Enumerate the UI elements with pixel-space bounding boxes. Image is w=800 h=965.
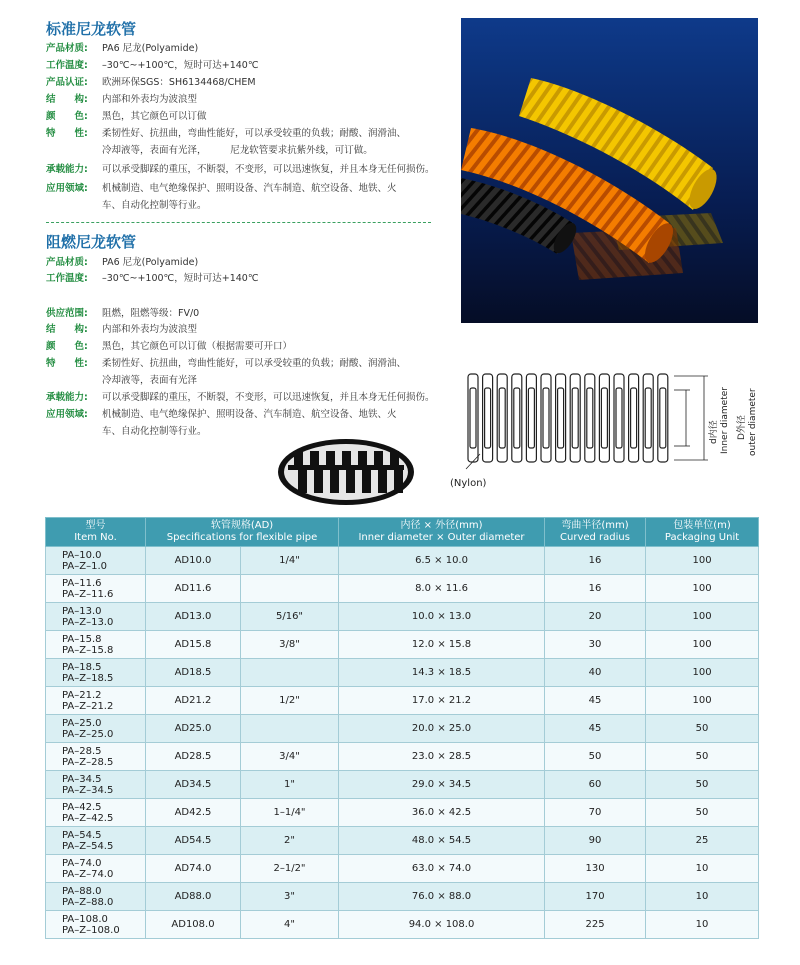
table-row [46, 687, 759, 715]
diameter-cell: 29.0 × 34.5 [339, 771, 545, 799]
table-row [46, 575, 759, 603]
table-row [46, 771, 759, 799]
item-no-cell: PA–42.5 PA–Z–42.5 [46, 799, 146, 827]
diameter-cell: 10.0 × 13.0 [339, 603, 545, 631]
spec-continuation: 车、自动化控制等行业。 [102, 426, 207, 437]
spec-row [46, 110, 436, 123]
spec-table [45, 517, 759, 939]
packaging-cell: 100 [646, 659, 759, 687]
radius-cell: 130 [545, 855, 646, 883]
spec-continuation: 冷却液等，表面有光泽 [102, 375, 198, 386]
spec-label: 承载能力: [46, 392, 88, 403]
radius-cell: 170 [545, 883, 646, 911]
spec-label: 承载能力: [46, 164, 88, 175]
diameter-cell: 14.3 × 18.5 [339, 659, 545, 687]
diameter-cell: 20.0 × 25.0 [339, 715, 545, 743]
item-no-cell: PA–10.0 PA–Z–1.0 [46, 547, 146, 575]
item-no-cell: PA–108.0 PA–Z–108.0 [46, 911, 146, 939]
radius-cell: 20 [545, 603, 646, 631]
table-row [46, 799, 759, 827]
product-photo [461, 18, 758, 323]
section2-title: 阻燃尼龙软管 [46, 233, 137, 251]
diameter-cell: 17.0 × 21.2 [339, 687, 545, 715]
ad-spec-cell: AD10.0 [146, 547, 241, 575]
table-header-row [46, 518, 759, 547]
ad-spec-cell: AD34.5 [146, 771, 241, 799]
spec-value: 机械制造、电气绝缘保护、照明设备、汽车制造、航空设备、地铁、火 [102, 409, 397, 420]
radius-cell: 45 [545, 715, 646, 743]
inch-spec-cell: 1" [241, 771, 339, 799]
header-radius: 弯曲半径(mm) Curved radius [545, 518, 646, 547]
item-no-cell: PA–21.2 PA–Z–21.2 [46, 687, 146, 715]
packaging-cell: 50 [646, 743, 759, 771]
diameter-cell: 36.0 × 42.5 [339, 799, 545, 827]
radius-cell: 90 [545, 827, 646, 855]
table-row [46, 743, 759, 771]
inch-spec-cell [241, 715, 339, 743]
spec-label: 结 构: [46, 94, 88, 105]
spec-row [46, 256, 436, 269]
radius-cell: 70 [545, 799, 646, 827]
ad-spec-cell: AD15.8 [146, 631, 241, 659]
table-row [46, 883, 759, 911]
spec-row [46, 357, 436, 370]
spec-row [46, 391, 436, 404]
inch-spec-cell: 5/16" [241, 603, 339, 631]
spec-value: 阻燃，阻燃等级：FV/0 [102, 308, 200, 319]
radius-cell: 16 [545, 547, 646, 575]
outer-diameter-cn-label: D外径 [737, 415, 747, 440]
item-no-cell: PA–18.5 PA–Z–18.5 [46, 659, 146, 687]
item-no-cell: PA–15.8 PA–Z–15.8 [46, 631, 146, 659]
spec-row [46, 340, 436, 353]
diameter-cell: 8.0 × 11.6 [339, 575, 545, 603]
ad-spec-cell: AD54.5 [146, 827, 241, 855]
diameter-cell: 48.0 × 54.5 [339, 827, 545, 855]
spec-label: 工作温度: [46, 273, 88, 284]
spec-value: 可以承受脚踩的重压，不断裂，不变形，可以迅速恢复，并且本身无任何损伤。 [102, 164, 435, 175]
item-no-cell: PA–25.0 PA–Z–25.0 [46, 715, 146, 743]
packaging-cell: 100 [646, 631, 759, 659]
item-no-cell: PA–74.0 PA–Z–74.0 [46, 855, 146, 883]
outer-diameter-label: outer diameter [748, 388, 758, 456]
tube-profile-illustration [276, 437, 416, 507]
ad-spec-cell: AD11.6 [146, 575, 241, 603]
packaging-cell: 50 [646, 771, 759, 799]
packaging-cell: 100 [646, 575, 759, 603]
spec-label: 颜 色: [46, 111, 88, 122]
spec-label: 结 构: [46, 324, 88, 335]
inner-diameter-label: Inner diameter [720, 387, 730, 454]
spec-value: 柔韧性好、抗扭曲，弯曲性能好，可以承受较重的负载；耐酸、润滑油、 [102, 358, 407, 369]
spec-label: 颜 色: [46, 341, 88, 352]
item-no-cell: PA–88.0 PA–Z–88.0 [46, 883, 146, 911]
radius-cell: 225 [545, 911, 646, 939]
packaging-cell: 50 [646, 799, 759, 827]
packaging-cell: 25 [646, 827, 759, 855]
inch-spec-cell [241, 575, 339, 603]
header-diameter: 内径 × 外径(mm) Inner diameter × Outer diameter [339, 518, 545, 547]
radius-cell: 40 [545, 659, 646, 687]
table-row [46, 603, 759, 631]
ad-spec-cell: AD28.5 [146, 743, 241, 771]
spec-label: 供应范围: [46, 308, 88, 319]
spec-value: 黑色，其它颜色可以订做 [102, 111, 207, 122]
diameter-cell: 23.0 × 28.5 [339, 743, 545, 771]
spec-continuation: 车、自动化控制等行业。 [102, 200, 207, 211]
diameter-cell: 12.0 × 15.8 [339, 631, 545, 659]
ad-spec-cell: AD108.0 [146, 911, 241, 939]
tube-cross-section-drawing [460, 364, 760, 474]
spec-label: 特 性: [46, 358, 88, 369]
spec-value: 欧洲环保SGS：SH6134468/CHEM [102, 77, 256, 88]
table-row [46, 547, 759, 575]
inch-spec-cell: 1/2" [241, 687, 339, 715]
spec-value: PA6 尼龙(Polyamide) [102, 43, 199, 54]
diameter-cell: 63.0 × 74.0 [339, 855, 545, 883]
radius-cell: 60 [545, 771, 646, 799]
inch-spec-cell: 4" [241, 911, 339, 939]
inch-spec-cell: 2–1/2" [241, 855, 339, 883]
spec-value: –30℃~+100℃，短时可达+140℃ [102, 273, 259, 284]
spec-continuation: 冷却液等，表面有光泽， 尼龙软管要求抗紫外线，可订做。 [102, 145, 373, 156]
diameter-cell: 76.0 × 88.0 [339, 883, 545, 911]
packaging-cell: 50 [646, 715, 759, 743]
packaging-cell: 10 [646, 883, 759, 911]
ad-spec-cell: AD21.2 [146, 687, 241, 715]
spec-row [46, 127, 436, 140]
ad-spec-cell: AD18.5 [146, 659, 241, 687]
item-no-cell: PA–34.5 PA–Z–34.5 [46, 771, 146, 799]
header-packaging: 包装单位(m) Packaging Unit [646, 518, 759, 547]
spec-label: 应用领域: [46, 409, 88, 420]
item-no-cell: PA–13.0 PA–Z–13.0 [46, 603, 146, 631]
spec-value: PA6 尼龙(Polyamide) [102, 257, 199, 268]
ad-spec-cell: AD25.0 [146, 715, 241, 743]
spec-value: 可以承受脚踩的重压，不断裂，不变形，可以迅速恢复，并且本身无任何损伤。 [102, 392, 435, 403]
radius-cell: 16 [545, 575, 646, 603]
inch-spec-cell: 1–1/4" [241, 799, 339, 827]
table-row [46, 827, 759, 855]
item-no-cell: PA–11.6 PA–Z–11.6 [46, 575, 146, 603]
spec-label: 工作温度: [46, 60, 88, 71]
table-row [46, 659, 759, 687]
section-divider [46, 222, 431, 223]
spec-label: 产品材质: [46, 257, 88, 268]
spec-value: 机械制造、电气绝缘保护、照明设备、汽车制造、航空设备、地铁、火 [102, 183, 397, 194]
spec-value: 柔韧性好、抗扭曲，弯曲性能好，可以承受较重的负载；耐酸、润滑油、 [102, 128, 407, 139]
spec-label: 产品材质: [46, 43, 88, 54]
spec-row [46, 59, 436, 72]
item-no-cell: PA–54.5 PA–Z–54.5 [46, 827, 146, 855]
packaging-cell: 100 [646, 547, 759, 575]
table-row [46, 715, 759, 743]
spec-row [46, 163, 436, 176]
spec-value: 黑色，其它颜色可以订做（根据需要可开口） [102, 341, 293, 352]
spec-row [46, 42, 436, 55]
spec-value: 内部和外表均为波浪型 [102, 324, 198, 335]
header-item-no: 型号 Item No. [46, 518, 146, 547]
ad-spec-cell: AD74.0 [146, 855, 241, 883]
spec-row [46, 408, 436, 421]
inch-spec-cell: 2" [241, 827, 339, 855]
inch-spec-cell: 3/8" [241, 631, 339, 659]
inch-spec-cell [241, 659, 339, 687]
table-row [46, 911, 759, 939]
nylon-label: (Nylon) [450, 478, 487, 489]
table-row [46, 631, 759, 659]
radius-cell: 45 [545, 687, 646, 715]
spec-row [46, 323, 436, 336]
ad-spec-cell: AD13.0 [146, 603, 241, 631]
inch-spec-cell: 1/4" [241, 547, 339, 575]
radius-cell: 30 [545, 631, 646, 659]
spec-row [46, 93, 436, 106]
section1-title: 标准尼龙软管 [46, 20, 137, 38]
spec-label: 产品认证: [46, 77, 88, 88]
packaging-cell: 10 [646, 855, 759, 883]
spec-label: 特 性: [46, 128, 88, 139]
radius-cell: 50 [545, 743, 646, 771]
inch-spec-cell: 3" [241, 883, 339, 911]
spec-value: 内部和外表均为波浪型 [102, 94, 198, 105]
table-row [46, 855, 759, 883]
spec-value: –30℃~+100℃，短时可达+140℃ [102, 60, 259, 71]
ad-spec-cell: AD88.0 [146, 883, 241, 911]
inch-spec-cell: 3/4" [241, 743, 339, 771]
spec-label: 应用领域: [46, 183, 88, 194]
inner-diameter-cn-label: d内径 [709, 420, 719, 444]
spec-row [46, 307, 436, 320]
spec-row [46, 76, 436, 89]
diameter-cell: 6.5 × 10.0 [339, 547, 545, 575]
spec-row [46, 182, 436, 195]
packaging-cell: 100 [646, 687, 759, 715]
item-no-cell: PA–28.5 PA–Z–28.5 [46, 743, 146, 771]
header-spec: 软管规格(AD) Specifications for flexible pipe [146, 518, 339, 547]
spec-row [46, 272, 436, 285]
ad-spec-cell: AD42.5 [146, 799, 241, 827]
packaging-cell: 100 [646, 603, 759, 631]
packaging-cell: 10 [646, 911, 759, 939]
diameter-cell: 94.0 × 108.0 [339, 911, 545, 939]
